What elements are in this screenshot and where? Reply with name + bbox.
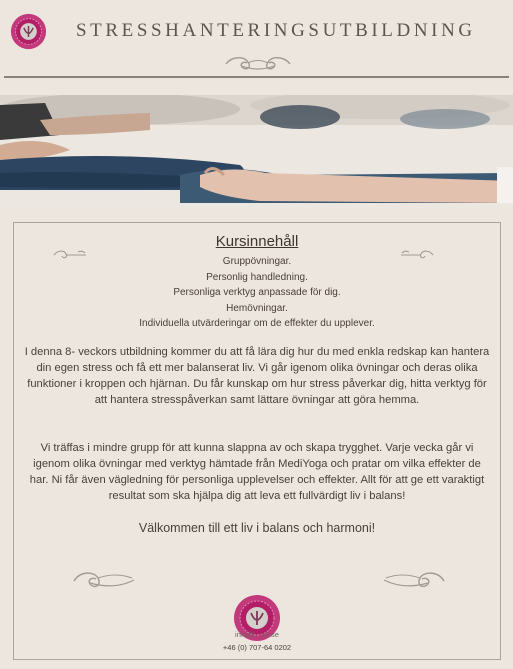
ornament-icon [222, 54, 294, 74]
site-title: STRESSHANTERINGSUTBILDNING [76, 20, 476, 41]
course-heading: Kursinnehåll [215, 233, 299, 250]
group-paragraph: Vi träffas i mindre grupp för att kunna slappna av och skapa trygghet. Varje vecka går vi igenom olika övningar med verktyg hämtade från MediYoga och pratar om vilka effekter de har. Ni får även vägledning för personliga upplevelser och effekter. Allt för att ge ett varaktigt resultat som ska hjälpa dig att leva ett fullvärdigt liv i balans! [29, 442, 485, 502]
page-header [0, 0, 513, 90]
course-card [13, 222, 501, 660]
yoga-hands-image [0, 95, 513, 210]
contact-email[interactable]: info@...yo.se [235, 630, 279, 639]
contact-phone[interactable]: +46 (0) 707-64 0202 [222, 643, 292, 652]
welcome-text: Välkommen till ett liv i balans och harmoni! [138, 521, 376, 535]
list-item: Personliga verktyg anpassade för dig. [173, 287, 341, 298]
list-item: Personlig handledning. [206, 271, 308, 283]
ornament-icon [70, 568, 138, 594]
list-item: Gruppövningar. [222, 256, 292, 267]
banner-photo [0, 95, 513, 210]
course-items-list [14, 254, 500, 332]
header-divider [4, 76, 509, 78]
list-item: Individuella utvärderingar om de effekter du upplever. [139, 318, 375, 329]
intro-paragraph: I denna 8- veckors utbildning kommer du att få lära dig hur du med enkla redskap kan hantera din egen stress och få ett mer balanserat liv. Vi går igenom olika övningar och deras olika funktioner i kroppen och hjärnan. Du får kunskap om hur stress påverkar dig, hitta verktyg för att hantera stresspåverkan samt lättare övningar att göra hemma. [24, 346, 490, 406]
logo-icon[interactable] [10, 13, 47, 50]
list-item: Hemövningar. [226, 302, 288, 314]
ornament-icon [380, 568, 448, 594]
